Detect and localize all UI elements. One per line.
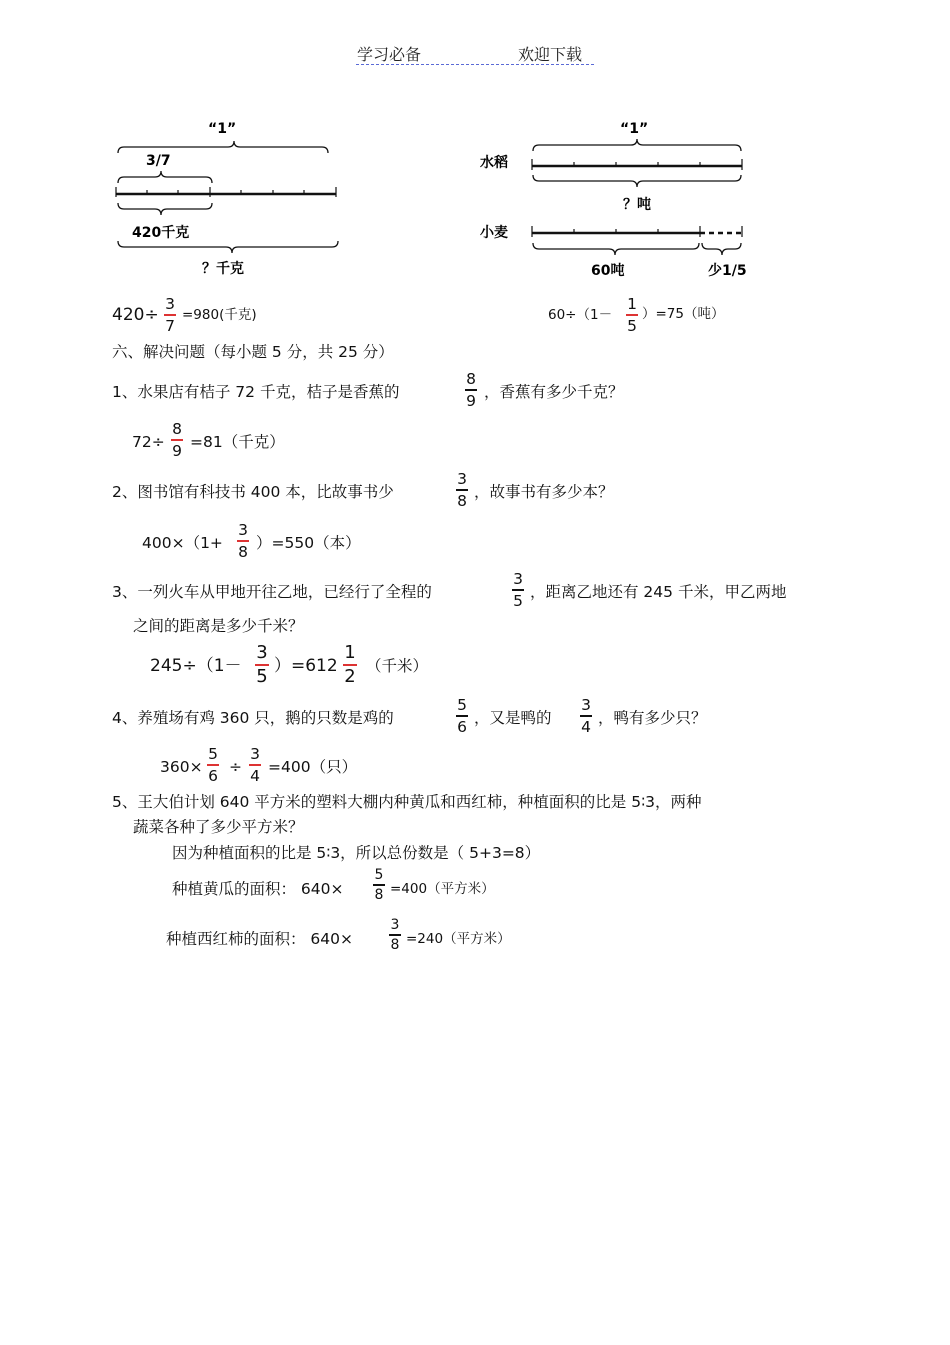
numerator: 3 <box>513 570 523 588</box>
fraction-bar <box>373 884 385 886</box>
answer-1-b: =81（千克） <box>190 433 285 451</box>
fraction-bar <box>171 439 183 441</box>
whole-label: “1” <box>208 121 237 137</box>
header-divider <box>356 64 594 65</box>
answer-5-cucumber-b: =400（平方米） <box>390 881 495 897</box>
numerator: 5 <box>208 745 218 763</box>
fraction-bar <box>580 715 592 717</box>
answer-5-cucumber-a: 种植黄瓜的面积： 640× <box>172 880 344 898</box>
eq-left-fraction <box>164 295 176 335</box>
diagram-right <box>475 115 765 285</box>
problem-1-text-a: 1、水果店有桔子 72 千克，桔子是香蕉的 <box>112 383 400 401</box>
part-label: 3/7 <box>146 153 171 169</box>
numerator: 3 <box>238 521 248 539</box>
part-value: 420千克 <box>132 225 190 241</box>
fraction-bar <box>207 764 219 766</box>
question-label: ？千克 <box>202 261 244 277</box>
numerator: 3 <box>457 470 467 488</box>
answer-4-mid: ÷ <box>229 758 242 776</box>
problem-1-text-b: ，香蕉有多少千克？ <box>484 383 624 401</box>
answer-5-cucumber-fraction <box>373 867 385 903</box>
problem-2-text-b: ，故事书有多少本？ <box>474 483 614 501</box>
problem-3-text-b: ，距离乙地还有 245 千米，甲乙两地 <box>530 583 787 601</box>
fraction-bar <box>456 715 468 717</box>
answer-4-fraction-2 <box>249 745 261 785</box>
answer-4-fraction-1 <box>207 745 219 785</box>
problem-4-fraction-1 <box>456 696 468 736</box>
eq-left-a: 420÷ <box>112 305 159 325</box>
fraction-bar <box>389 934 401 936</box>
row1-label: 水稻 <box>480 155 508 171</box>
denominator: 6 <box>208 766 218 785</box>
numerator: 8 <box>466 370 476 388</box>
problem-4-text-a: 4、养殖场有鸡 360 只，鹅的只数是鸡的 <box>112 709 394 727</box>
row2-less: 少1/5 <box>708 263 747 279</box>
numerator: 8 <box>172 420 182 438</box>
row2-known: 60吨 <box>591 263 625 279</box>
denominator: 8 <box>238 542 248 561</box>
eq-right-b: ）=75（吨） <box>642 306 725 322</box>
numerator: 3 <box>390 917 400 933</box>
answer-3-mixed-fraction <box>343 643 357 687</box>
denominator: 9 <box>466 391 476 410</box>
denominator: 4 <box>581 717 591 736</box>
fraction-bar <box>164 314 176 316</box>
problem-1-fraction <box>465 370 477 410</box>
answer-1-fraction <box>171 420 183 460</box>
answer-5-tomato-a: 种植西红柿的面积： 640× <box>166 930 353 948</box>
answer-4-b: =400（只） <box>268 758 358 776</box>
problem-3-text-a: 3、一列火车从甲地开往乙地，已经行了全程的 <box>112 583 432 601</box>
numerator: 3 <box>256 642 268 663</box>
problem-4-fraction-2 <box>580 696 592 736</box>
problem-2-fraction <box>456 470 468 510</box>
eq-right-fraction <box>626 295 638 335</box>
denominator: 9 <box>172 441 182 460</box>
whole-label: “1” <box>620 121 649 137</box>
denominator: 5 <box>513 591 523 610</box>
problem-2-text-a: 2、图书馆有科技书 400 本，比故事书少 <box>112 483 394 501</box>
answer-2-b: ）=550（本） <box>256 534 361 552</box>
denominator: 5 <box>256 665 268 687</box>
numerator: 1 <box>627 295 637 313</box>
answer-5-tomato-fraction <box>389 917 401 953</box>
row1-question: ？吨 <box>623 197 651 213</box>
denominator: 8 <box>457 491 467 510</box>
problem-4-text-b: ，鸭有多少只？ <box>598 709 707 727</box>
numerator: 3 <box>250 745 260 763</box>
problem-3-text-c: 之间的距离是多少千米？ <box>133 617 304 635</box>
section-title: 六、解决问题（每小题 5 分，共 25 分） <box>112 343 394 361</box>
denominator: 8 <box>374 886 384 903</box>
denominator: 6 <box>457 717 467 736</box>
fraction-bar <box>249 764 261 766</box>
fraction-bar <box>456 489 468 491</box>
header-left: 学习必备 <box>357 45 422 64</box>
numerator: 3 <box>165 295 175 313</box>
header-right: 欢迎下载 <box>518 45 583 64</box>
answer-2-fraction <box>237 521 249 561</box>
numerator: 5 <box>374 867 384 883</box>
answer-2-a: 400×（1+ <box>142 534 223 552</box>
answer-1-a: 72÷ <box>132 433 165 451</box>
answer-3-b: ）=612 <box>274 656 338 676</box>
denominator: 7 <box>165 316 175 335</box>
problem-4-text-mid: ，又是鸭的 <box>474 709 552 727</box>
answer-5-reason: 因为种植面积的比是 5∶3，所以总份数是（ 5+3=8） <box>172 844 541 862</box>
denominator: 4 <box>250 766 260 785</box>
row2-label: 小麦 <box>480 225 508 241</box>
numerator: 1 <box>344 642 356 663</box>
answer-3-a: 245÷（1－ <box>150 656 242 676</box>
problem-3-fraction <box>512 570 524 610</box>
answer-3-unit: （千米） <box>366 657 429 675</box>
fraction-bar <box>626 314 638 316</box>
eq-left-b: =980(千克) <box>182 307 257 323</box>
denominator: 5 <box>627 316 637 335</box>
fraction-bar <box>237 540 249 542</box>
numerator: 5 <box>457 696 467 714</box>
denominator: 2 <box>344 665 356 687</box>
numerator: 3 <box>581 696 591 714</box>
answer-3-fraction <box>255 643 269 687</box>
diagram-left <box>110 115 360 285</box>
problem-5-text-b: 蔬菜各种了多少平方米？ <box>133 818 304 836</box>
fraction-bar <box>465 389 477 391</box>
problem-5-text-a: 5、王大伯计划 640 平方米的塑料大棚内种黄瓜和西红柿，种植面积的比是 5∶3，两种 <box>112 793 702 811</box>
eq-right-a: 60÷（1－ <box>548 307 613 323</box>
fraction-bar <box>512 589 524 591</box>
answer-4-a: 360× <box>160 758 203 776</box>
denominator: 8 <box>390 936 400 953</box>
answer-5-tomato-b: =240（平方米） <box>406 931 511 947</box>
